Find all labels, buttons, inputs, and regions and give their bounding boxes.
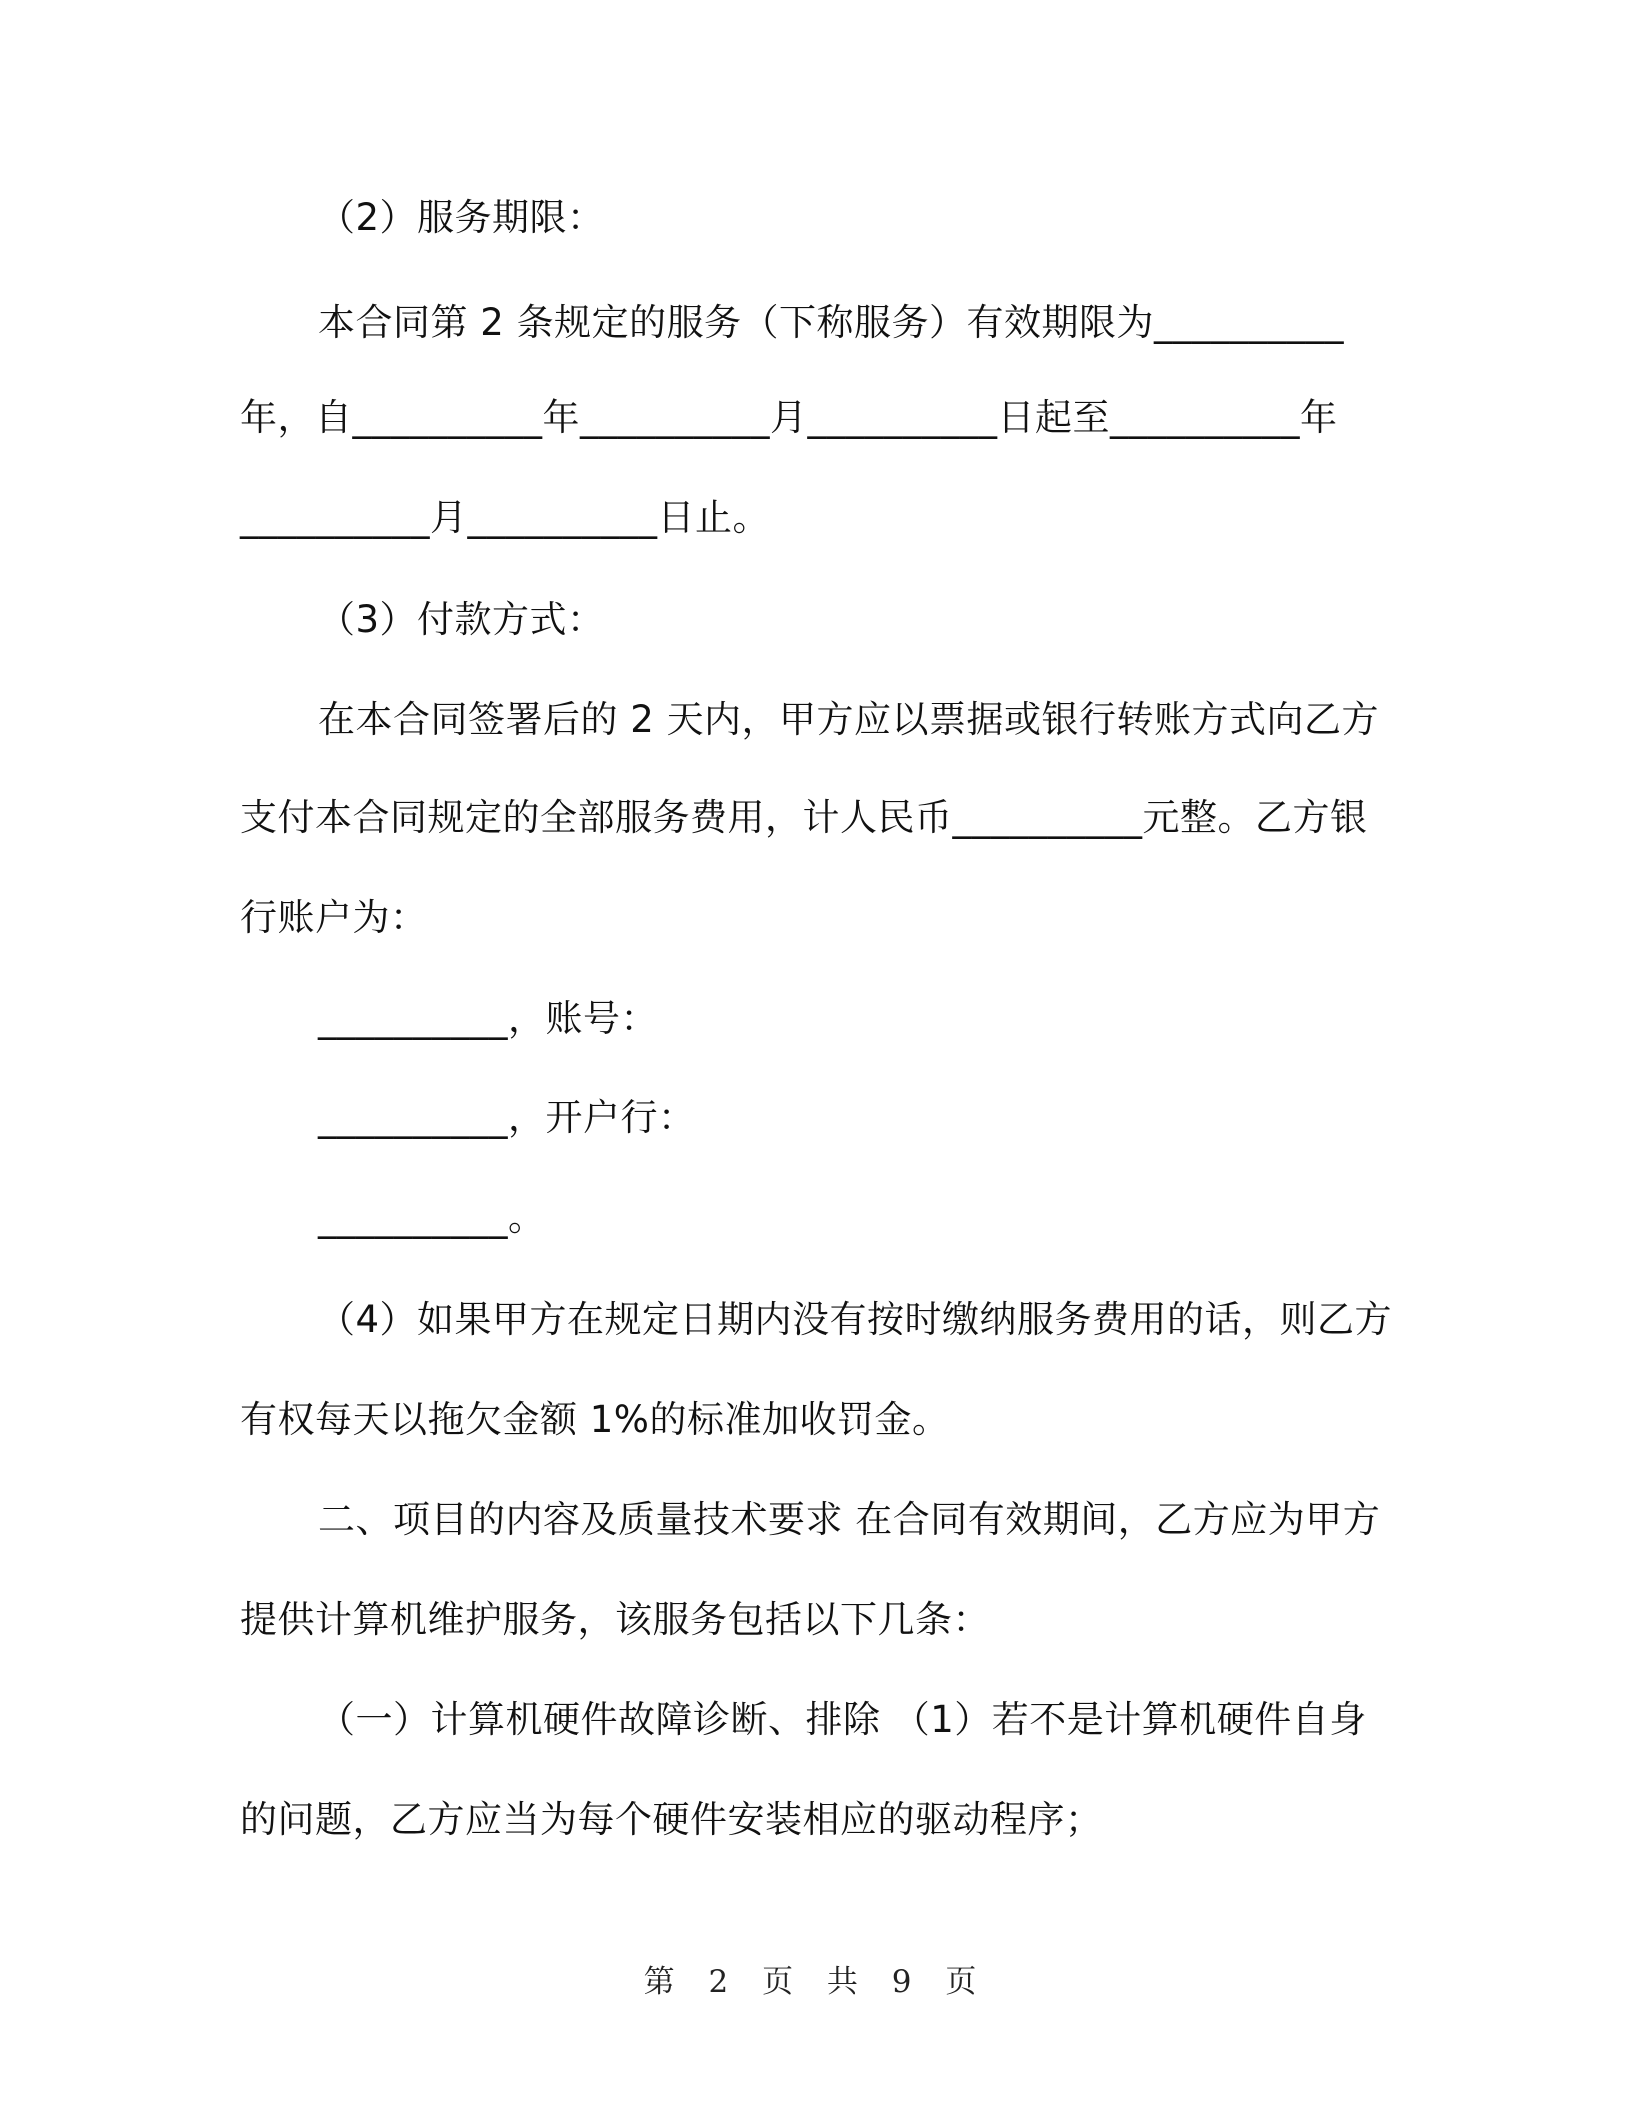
text-line-service-term-2: 年，自__________年__________月__________日起至__________年	[240, 396, 1338, 439]
text-line-project-content-2: 提供计算机维护服务，该服务包括以下几条：	[240, 1598, 990, 1641]
text-line-payment-heading: （3）付款方式：	[318, 598, 605, 641]
page-number-footer: 第 2 页 共 9 页	[643, 1964, 989, 2000]
text-line-penalty-1: （4）如果甲方在规定日期内没有按时缴纳服务费用的话，则乙方	[318, 1298, 1393, 1341]
text-line-account-number: __________，开户行：	[318, 1096, 696, 1139]
text-line-hardware-2: 的问题，乙方应当为每个硬件安装相应的驱动程序；	[240, 1798, 1103, 1841]
text-line-payment-3: 行账户为：	[240, 896, 428, 939]
text-line-payment-2: 支付本合同规定的全部服务费用，计人民币__________元整。乙方银	[240, 796, 1368, 839]
text-line-service-term-1: 本合同第 2 条规定的服务（下称服务）有效期限为__________	[318, 301, 1345, 344]
text-line-penalty-2: 有权每天以拖欠金额 1%的标准加收罚金。	[240, 1398, 950, 1441]
text-line-project-content-1: 二、项目的内容及质量技术要求 在合同有效期间，乙方应为甲方	[318, 1498, 1381, 1541]
text-line-hardware-1: （一）计算机硬件故障诊断、排除 （1）若不是计算机硬件自身	[318, 1698, 1367, 1741]
text-line-opening-bank: __________。	[318, 1196, 546, 1239]
text-line-service-term-3: __________月__________日止。	[240, 496, 770, 539]
text-line-account-name: __________，账号：	[318, 997, 658, 1040]
text-line-payment-1: 在本合同签署后的 2 天内，甲方应以票据或银行转账方式向乙方	[318, 698, 1380, 741]
text-line-service-term-heading: （2）服务期限：	[318, 196, 605, 239]
